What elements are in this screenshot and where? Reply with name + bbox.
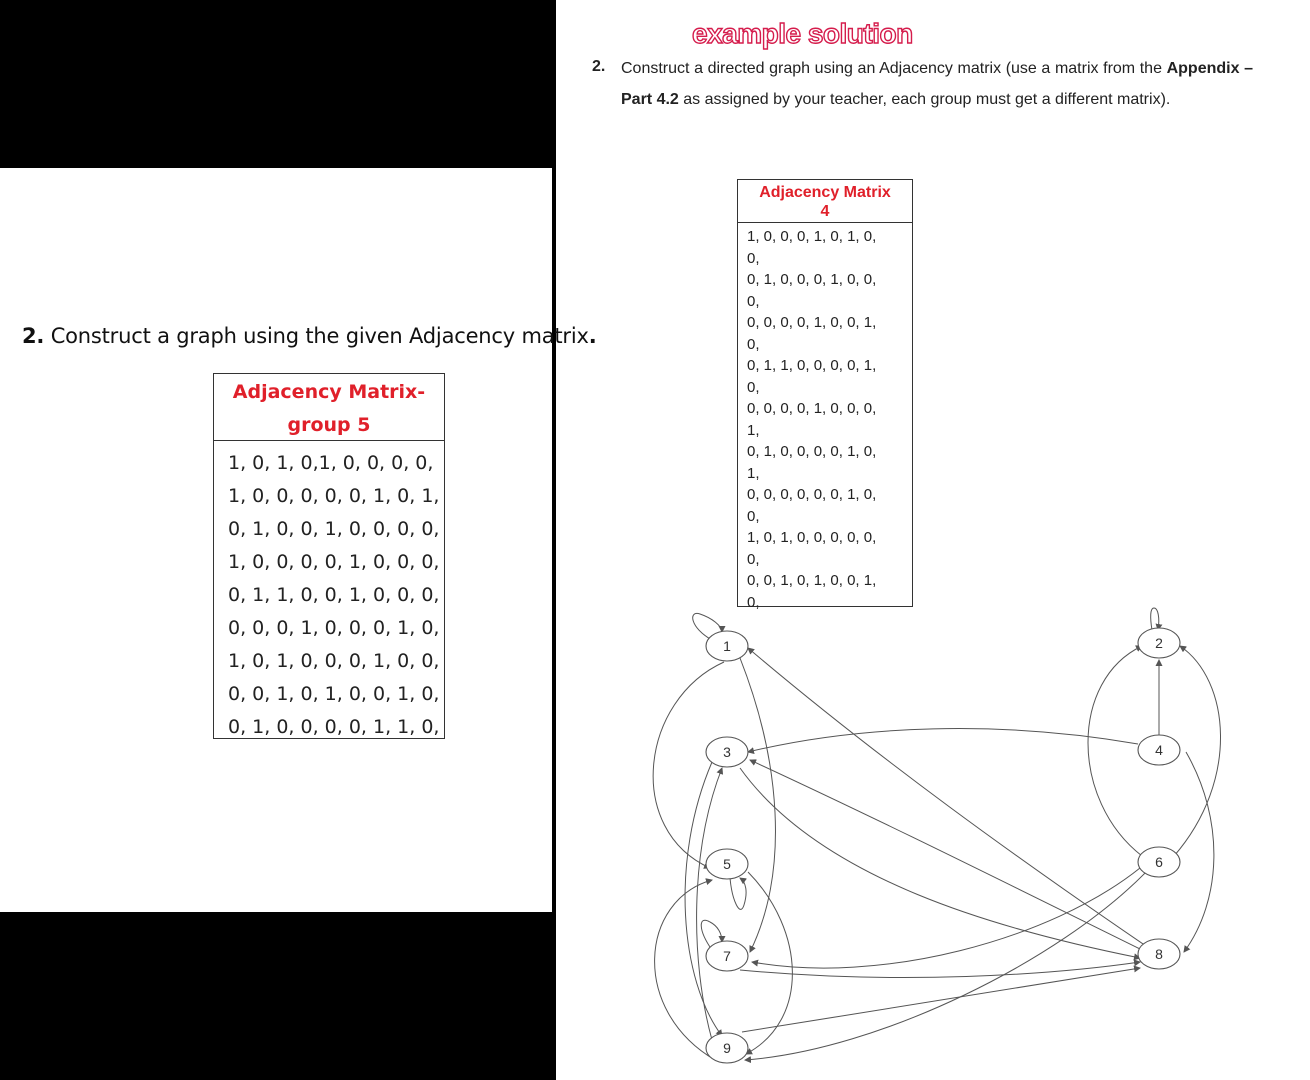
graph-edges [653,608,1220,1060]
graph-node-2 [1138,628,1180,658]
graph-node-1 [706,631,748,661]
matrix-row: 1, 0, 1, 0,1, 0, 0, 0, 0, [228,452,434,474]
matrix-row: 0, [747,593,760,611]
graph-node-7 [706,941,748,971]
edge-7-8 [740,962,1140,978]
graph-node-6 [1138,847,1180,877]
matrix-row: 0, [747,550,760,568]
edge-5-9 [746,872,792,1054]
graph-node-label-9: 9 [723,1040,731,1056]
matrix-row: 0, 0, 1, 0, 1, 0, 0, 1, [747,572,877,589]
edge-6-7 [752,868,1140,968]
edge-6-9 [745,872,1146,1060]
graph-node-4 [1138,735,1180,765]
graph-node-label-5: 5 [723,856,731,872]
task-text-part2: as assigned by your teacher, each group must get a different matrix). [678,91,1171,108]
graph-node-label-2: 2 [1155,635,1163,651]
matrix-row: 0, [747,378,760,396]
matrix-row: 0, 1, 0, 0, 0, 0, 1, 0, [747,443,877,460]
graph-node-label-4: 4 [1155,742,1163,758]
graph-node-3 [706,737,748,767]
matrix-row: 0, 1, 0, 0, 0, 0, 1, 1, 0, [228,716,440,738]
task-text-bold: Appendix – Part 4.2 [621,60,1253,108]
right-table-header [738,180,912,223]
matrix-row: 1, 0, 0, 0, 0, 0, 1, 0, 1, [228,485,440,507]
matrix-row: 1, 0, 0, 0, 1, 0, 1, 0, [747,228,877,245]
task-text [621,53,1253,115]
edge-8-1 [748,648,1146,946]
matrix-row: 1, 0, 1, 0, 0, 0, 0, 0, [747,529,877,546]
edge-4-3 [748,729,1138,752]
matrix-row: 1, [747,464,760,482]
task-number: 2. [592,58,606,75]
left-instruction [22,324,597,348]
right-table-body [738,223,912,613]
matrix-row: 1, 0, 0, 0, 0, 1, 0, 0, 0, [228,551,440,573]
matrix-row: 0, 0, 0, 1, 0, 0, 0, 1, 0, [228,617,440,639]
graph-node-label-6: 6 [1155,854,1163,870]
matrix-row: 0, [747,335,760,353]
task-text-part1: Construct a directed graph using an Adjacency matrix (use a matrix from the [621,60,1167,77]
edge-3-9 [685,762,722,1036]
left-table-header [214,374,444,441]
matrix-row: 1, [747,421,760,439]
right-adjacency-table [737,179,913,611]
graph-nodes [706,628,1180,1063]
matrix-row: 0, 0, 1, 0, 1, 0, 0, 1, 0, [228,683,440,705]
left-instruction-period: . [588,324,597,348]
matrix-row: 0, 1, 0, 0, 1, 0, 0, 0, 0, [228,518,440,540]
left-table-body [214,441,444,744]
edge-5-5 [730,878,746,909]
graph-node-5 [706,849,748,879]
edge-6-4 [1174,646,1221,856]
matrix-row: 0, 1, 1, 0, 0, 1, 0, 0, 0, [228,584,440,606]
left-instruction-number: 2. [22,324,45,348]
edge-3-8 [740,768,1140,958]
matrix-row: 0, [747,249,760,267]
graph-node-label-3: 3 [723,744,731,760]
edge-2-2 [1151,608,1159,630]
matrix-row: 0, [747,292,760,310]
edge-1-5 [653,662,724,868]
graph-node-label-8: 8 [1155,946,1163,962]
edge-6-2 [1088,646,1142,856]
edge-4-8 [1184,752,1214,952]
matrix-row: 0, 0, 0, 0, 1, 0, 0, 0, [747,400,877,417]
graph-node-label-1: 1 [723,638,731,654]
left-adjacency-table [213,373,445,739]
matrix-row: 0, [747,507,760,525]
left-table-title-line1: Adjacency Matrix- [232,381,426,403]
directed-graph [556,600,1310,1080]
right-table-title-line1: Adjacency Matrix [759,184,891,201]
black-bar-bottom [0,912,552,1080]
matrix-row: 0, 1, 1, 0, 0, 0, 0, 1, [747,357,877,374]
graph-node-label-7: 7 [723,948,731,964]
matrix-row: 0, 0, 0, 0, 0, 0, 1, 0, [747,486,877,503]
matrix-row: 0, 0, 0, 0, 1, 0, 0, 1, [747,314,877,331]
black-bar-top [0,0,552,168]
graph-node-8 [1138,939,1180,969]
edge-9-3 [697,768,722,1040]
left-instruction-text: Construct a graph using the given Adjacency matrix [50,324,589,348]
matrix-row: 1, 0, 1, 0, 0, 0, 1, 0, 0, [228,650,440,672]
left-table-title-line2: group 5 [287,414,371,436]
example-solution-title: example solution [692,18,913,49]
right-table-title-line2: 4 [820,203,830,220]
graph-node-9 [706,1033,748,1063]
matrix-row: 0, 1, 0, 0, 0, 1, 0, 0, [747,271,877,288]
edge-1-7 [740,658,775,952]
edge-8-3 [750,760,1142,950]
